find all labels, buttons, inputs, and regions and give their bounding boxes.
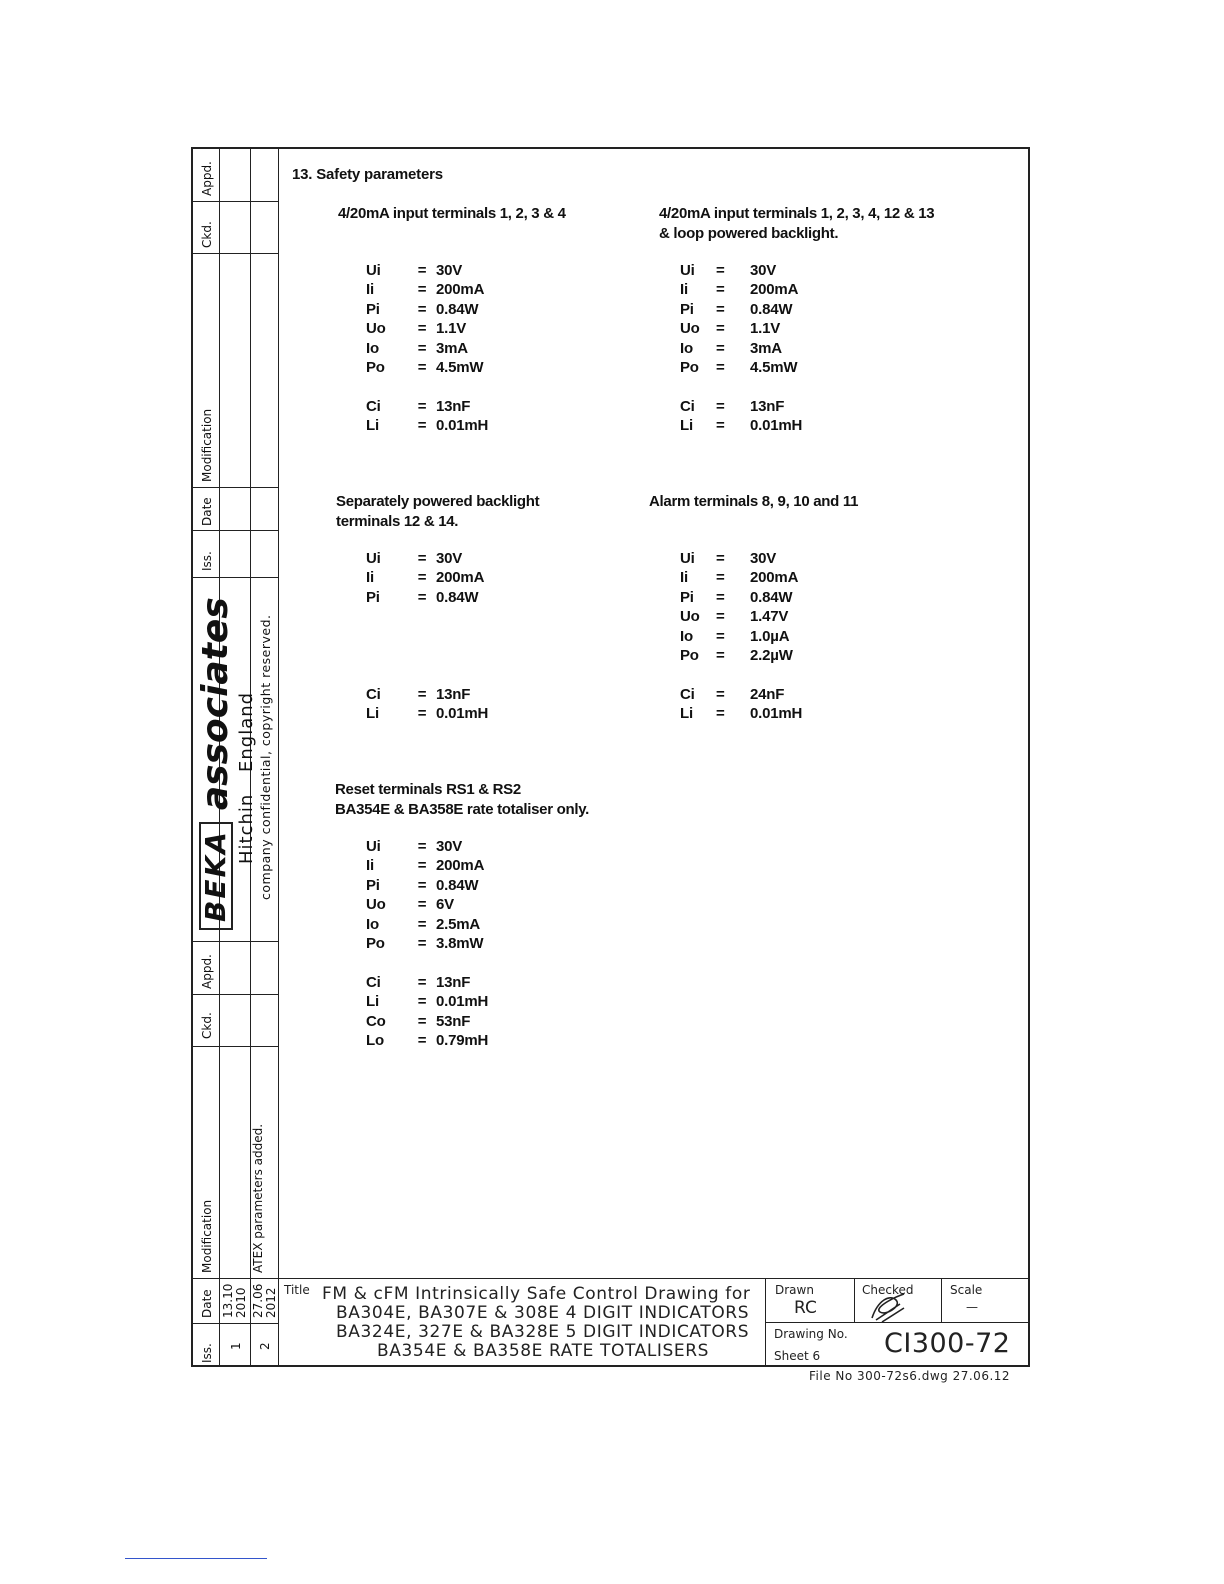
param-eq: =: [716, 627, 725, 645]
param-eq: [408, 607, 436, 626]
param-sym: Ci: [680, 397, 695, 415]
rev-top-date-header: Date: [200, 497, 214, 526]
param-sym: Li: [366, 417, 379, 435]
param-sym: [366, 377, 408, 396]
rev1-date-line2: 2010: [234, 1287, 248, 1318]
param-eq: =: [716, 646, 725, 664]
param-eq: =: [417, 339, 427, 357]
param-list: [680, 261, 802, 436]
param-eq: =: [417, 550, 427, 567]
param-row: [680, 416, 802, 435]
param-sym: Io: [680, 339, 693, 357]
param-eq: [716, 377, 750, 396]
param-val: 30V: [750, 550, 777, 567]
param-val: 0.84W: [436, 876, 479, 894]
param-sym: Ci: [366, 973, 381, 991]
param-sym: Pi: [366, 300, 380, 318]
param-val: 0.01mH: [436, 417, 489, 435]
param-eq: =: [417, 281, 427, 299]
title-line-2: BA304E, BA307E & 308E 4 DIGIT INDICATORS: [336, 1303, 750, 1323]
param-sym: [366, 665, 408, 684]
rev-top-modification-header: Modification: [200, 408, 214, 482]
rev-top-iss-header: Iss.: [200, 551, 214, 571]
param-eq: [408, 953, 436, 972]
param-eq: =: [417, 569, 427, 587]
param-row: [680, 319, 802, 338]
param-row: [680, 646, 802, 665]
param-sym: Io: [366, 339, 379, 357]
param-row: [366, 1031, 488, 1050]
param-row: [366, 416, 488, 435]
param-sym: Ui: [366, 550, 381, 567]
param-row: [680, 280, 802, 299]
param-row: [366, 627, 488, 646]
param-eq: =: [417, 915, 427, 933]
drawing-number: CI300-72: [884, 1328, 1011, 1359]
param-list: [680, 549, 802, 724]
param-eq: =: [417, 397, 427, 415]
param-val: 0.84W: [750, 588, 793, 606]
param-row: [366, 568, 488, 587]
param-val: 30V: [750, 262, 777, 279]
group-title: Alarm terminals 8, 9, 10 and 11: [649, 493, 859, 510]
param-eq: =: [417, 300, 427, 318]
param-sym: [366, 627, 408, 646]
param-eq: =: [417, 417, 427, 435]
company-town: Hitchin: [236, 793, 257, 864]
param-row: [366, 280, 488, 299]
param-eq: =: [417, 896, 427, 914]
param-row: [680, 549, 802, 568]
param-val: 0.01mH: [750, 705, 803, 723]
param-sym: Ci: [680, 685, 695, 703]
rev-table-top-row-line: [191, 201, 279, 202]
param-val: 200mA: [436, 569, 485, 587]
rev-table-top-row-line: [191, 530, 279, 531]
param-sym: Lo: [366, 1031, 384, 1049]
param-eq: =: [716, 685, 725, 703]
checked-label: Checked: [862, 1283, 914, 1297]
rev-table-bottom-row-line: [191, 1323, 279, 1324]
beka-logo: BEKA: [199, 822, 233, 930]
param-sym: Ii: [366, 281, 374, 299]
param-row: [366, 300, 488, 319]
param-row: [680, 358, 802, 377]
param-group: [659, 204, 934, 244]
param-eq: =: [716, 588, 725, 606]
param-eq: =: [716, 262, 725, 279]
param-val: 4.5mW: [750, 358, 798, 376]
param-eq: =: [417, 857, 427, 875]
param-sym: Io: [366, 915, 379, 933]
drawn-value: RC: [794, 1298, 817, 1318]
param-row: [680, 261, 802, 280]
drawn-label: Drawn: [775, 1283, 814, 1297]
param-eq: =: [417, 358, 427, 376]
param-sym: Ii: [366, 857, 374, 875]
title-line-3: BA324E, 327E & BA328E 5 DIGIT INDICATORS: [336, 1322, 750, 1342]
param-sym: Po: [680, 646, 699, 664]
param-val: 200mA: [436, 857, 485, 875]
param-sym: Li: [680, 705, 693, 723]
company-logo-block: [195, 597, 236, 930]
param-val: 1.0µA: [750, 627, 790, 645]
section-title: 13. Safety parameters: [292, 166, 443, 183]
param-row: [366, 915, 488, 934]
param-val: 0.01mH: [750, 417, 803, 435]
rev2-date-line1: 27.06: [251, 1283, 265, 1318]
param-row: [366, 685, 488, 704]
param-sym: Pi: [680, 588, 694, 606]
rev2-modification: ATEX parameters added.: [251, 1123, 265, 1273]
param-row: [366, 588, 488, 607]
param-val: 13nF: [750, 397, 785, 415]
param-eq: =: [716, 339, 725, 357]
param-row: [366, 992, 488, 1011]
param-sym: Pi: [366, 588, 380, 606]
param-eq: =: [417, 876, 427, 894]
param-eq: =: [417, 588, 427, 606]
rev-table-top-row-line: [191, 577, 279, 578]
param-sym: Co: [366, 1012, 386, 1030]
rev-table-bottom-row-line: [191, 994, 279, 995]
param-row: [680, 300, 802, 319]
param-row: [680, 627, 802, 646]
rev-bottom-modification-header: Modification: [200, 1199, 214, 1273]
param-val: 30V: [436, 838, 463, 855]
rev-table-bottom-row-line: [191, 1278, 279, 1279]
sheet-label: Sheet 6: [774, 1349, 821, 1363]
param-list: [366, 837, 488, 1050]
param-sym: Ii: [366, 569, 374, 587]
param-val: 13nF: [436, 973, 471, 991]
param-row: [366, 377, 488, 396]
param-eq: =: [417, 705, 427, 723]
param-val: 3mA: [750, 339, 782, 357]
drawing-no-label: Drawing No.: [774, 1327, 848, 1341]
title-label: Title: [284, 1283, 310, 1297]
param-sym: Ui: [366, 262, 381, 279]
param-eq: =: [417, 320, 427, 338]
param-row: [366, 837, 488, 856]
param-eq: =: [716, 358, 725, 376]
param-sym: Li: [680, 417, 693, 435]
param-eq: =: [716, 550, 725, 567]
param-sym: Uo: [680, 320, 700, 338]
param-eq: =: [417, 1031, 427, 1049]
param-val: 30V: [436, 550, 463, 567]
param-row: [366, 973, 488, 992]
group-title: 4/20mA input terminals 1, 2, 3 & 4: [338, 205, 566, 222]
param-row: [680, 397, 802, 416]
param-sym: Uo: [366, 320, 386, 338]
param-row: [366, 358, 488, 377]
company-name: associates: [195, 597, 236, 811]
param-row: [366, 646, 488, 665]
param-eq: =: [716, 300, 725, 318]
param-row: [680, 377, 802, 396]
param-sym: Io: [680, 627, 693, 645]
scale-label: Scale: [950, 1283, 983, 1297]
param-row: [366, 934, 488, 953]
param-sym: Po: [680, 358, 699, 376]
param-eq: =: [417, 993, 427, 1011]
param-sym: Uo: [366, 896, 386, 914]
param-row: [366, 1012, 488, 1031]
param-val: 30V: [436, 262, 463, 279]
param-group: [336, 492, 539, 532]
group-title: & loop powered backlight.: [659, 225, 839, 242]
group-title: terminals 12 & 14.: [336, 513, 459, 530]
rev-bottom-date-header: Date: [200, 1289, 214, 1318]
param-eq: =: [417, 1012, 427, 1030]
param-row: [366, 856, 488, 875]
param-row: [366, 607, 488, 626]
param-row: [366, 665, 488, 684]
param-eq: =: [716, 608, 725, 626]
param-val: 6V: [436, 896, 454, 914]
param-sym: Li: [366, 993, 379, 1011]
param-val: 13nF: [436, 397, 471, 415]
param-row: [680, 665, 802, 684]
param-sym: Pi: [680, 300, 694, 318]
param-row: [680, 704, 802, 723]
param-val: 0.01mH: [436, 993, 489, 1011]
param-eq: [408, 377, 436, 396]
file-note: File No 300-72s6.dwg 27.06.12: [809, 1369, 1011, 1383]
title-line-1: FM & cFM Intrinsically Safe Control Drawing for: [322, 1284, 751, 1304]
param-eq: =: [417, 973, 427, 991]
param-sym: Uo: [680, 608, 700, 626]
param-val: 1.1V: [436, 320, 467, 338]
title-block-divider: [854, 1278, 855, 1322]
rev-bottom-appd-header: Appd.: [200, 954, 214, 989]
param-row: [366, 876, 488, 895]
param-list: [366, 261, 488, 436]
param-sym: Li: [366, 705, 379, 723]
param-eq: =: [716, 705, 725, 723]
param-row: [680, 588, 802, 607]
param-row: [366, 704, 488, 723]
param-row: [366, 953, 488, 972]
scale-value: —: [966, 1300, 978, 1314]
param-val: 13nF: [436, 685, 471, 703]
rev-table-bottom-row-line: [191, 1046, 279, 1047]
rev2-date-line2: 2012: [264, 1287, 278, 1318]
param-sym: Ui: [366, 838, 381, 855]
param-val: 0.79mH: [436, 1031, 489, 1049]
rev-bottom-ckd-header: Ckd.: [200, 1012, 214, 1039]
param-group: [338, 204, 566, 224]
company-box-line: [191, 941, 279, 942]
rev-top-appd-header: Appd.: [200, 161, 214, 196]
param-row: [680, 568, 802, 587]
param-val: 2.2µW: [750, 646, 793, 664]
param-row: [366, 895, 488, 914]
param-row: [366, 261, 488, 280]
param-sym: Ci: [366, 685, 381, 703]
rev-table-top-row-line: [191, 253, 279, 254]
param-eq: [408, 627, 436, 646]
group-title: Reset terminals RS1 & RS2: [335, 781, 521, 798]
param-sym: Ii: [680, 569, 688, 587]
param-eq: [716, 665, 750, 684]
param-sym: [680, 377, 716, 396]
param-sym: [366, 953, 408, 972]
param-group: [649, 492, 858, 512]
param-eq: [408, 665, 436, 684]
param-row: [680, 685, 802, 704]
param-eq: =: [716, 320, 725, 338]
param-sym: [366, 646, 408, 665]
rev2-iss: 2: [258, 1342, 272, 1350]
group-title: 4/20mA input terminals 1, 2, 3, 4, 12 & 13: [659, 205, 935, 222]
param-val: 24nF: [750, 685, 785, 703]
param-val: 2.5mA: [436, 915, 481, 933]
param-val: 53nF: [436, 1012, 471, 1030]
param-row: [366, 397, 488, 416]
title-line-4: BA354E & BA358E RATE TOTALISERS: [377, 1341, 710, 1361]
group-title: BA354E & BA358E rate totaliser only.: [335, 801, 590, 818]
param-sym: Ii: [680, 281, 688, 299]
param-sym: [680, 665, 716, 684]
param-sym: Ui: [680, 262, 695, 279]
company-country: England: [236, 691, 257, 772]
param-eq: =: [417, 262, 427, 279]
param-eq: =: [417, 685, 427, 703]
param-val: 200mA: [436, 281, 485, 299]
param-val: 1.1V: [750, 320, 781, 338]
group-title: Separately powered backlight: [336, 493, 540, 510]
param-sym: Ci: [366, 397, 381, 415]
title-block-divider: [941, 1278, 942, 1322]
param-val: 1.47V: [750, 608, 789, 626]
param-row: [366, 549, 488, 568]
param-eq: [408, 646, 436, 665]
rev-table-top-row-line: [191, 487, 279, 488]
param-val: 0.84W: [436, 300, 479, 318]
rev1-iss: 1: [229, 1342, 243, 1350]
param-row: [366, 339, 488, 358]
param-eq: =: [716, 569, 725, 587]
param-row: [366, 319, 488, 338]
rev-bottom-iss-header: Iss.: [200, 1343, 214, 1363]
param-row: [680, 339, 802, 358]
rev-top-ckd-header: Ckd.: [200, 221, 214, 248]
param-val: 4.5mW: [436, 358, 484, 376]
param-sym: Ui: [680, 550, 695, 567]
param-eq: =: [716, 281, 725, 299]
side-panel-divider-3: [278, 147, 279, 1367]
param-row: [680, 607, 802, 626]
param-sym: Po: [366, 358, 385, 376]
param-sym: [366, 607, 408, 626]
footer-link-underline: [125, 1558, 267, 1559]
copyright-notice: company confidential, copyright reserved.: [258, 614, 273, 900]
title-block-top-line: [278, 1278, 1030, 1279]
param-eq: =: [716, 417, 725, 435]
param-val: 200mA: [750, 281, 799, 299]
param-eq: =: [716, 397, 725, 415]
param-sym: Pi: [366, 876, 380, 894]
param-val: 3mA: [436, 339, 468, 357]
param-group: [335, 780, 589, 820]
param-val: 200mA: [750, 569, 799, 587]
drawing-frame: [191, 147, 1030, 1367]
param-val: 0.84W: [436, 588, 479, 606]
rev1-date-line1: 13.10: [221, 1283, 235, 1318]
param-val: 0.01mH: [436, 705, 489, 723]
param-val: 3.8mW: [436, 934, 484, 952]
param-sym: Po: [366, 934, 385, 952]
param-list: [366, 549, 488, 724]
checker-signature: [866, 1290, 910, 1324]
param-val: 0.84W: [750, 300, 793, 318]
param-eq: =: [417, 934, 427, 952]
param-eq: =: [417, 838, 427, 855]
